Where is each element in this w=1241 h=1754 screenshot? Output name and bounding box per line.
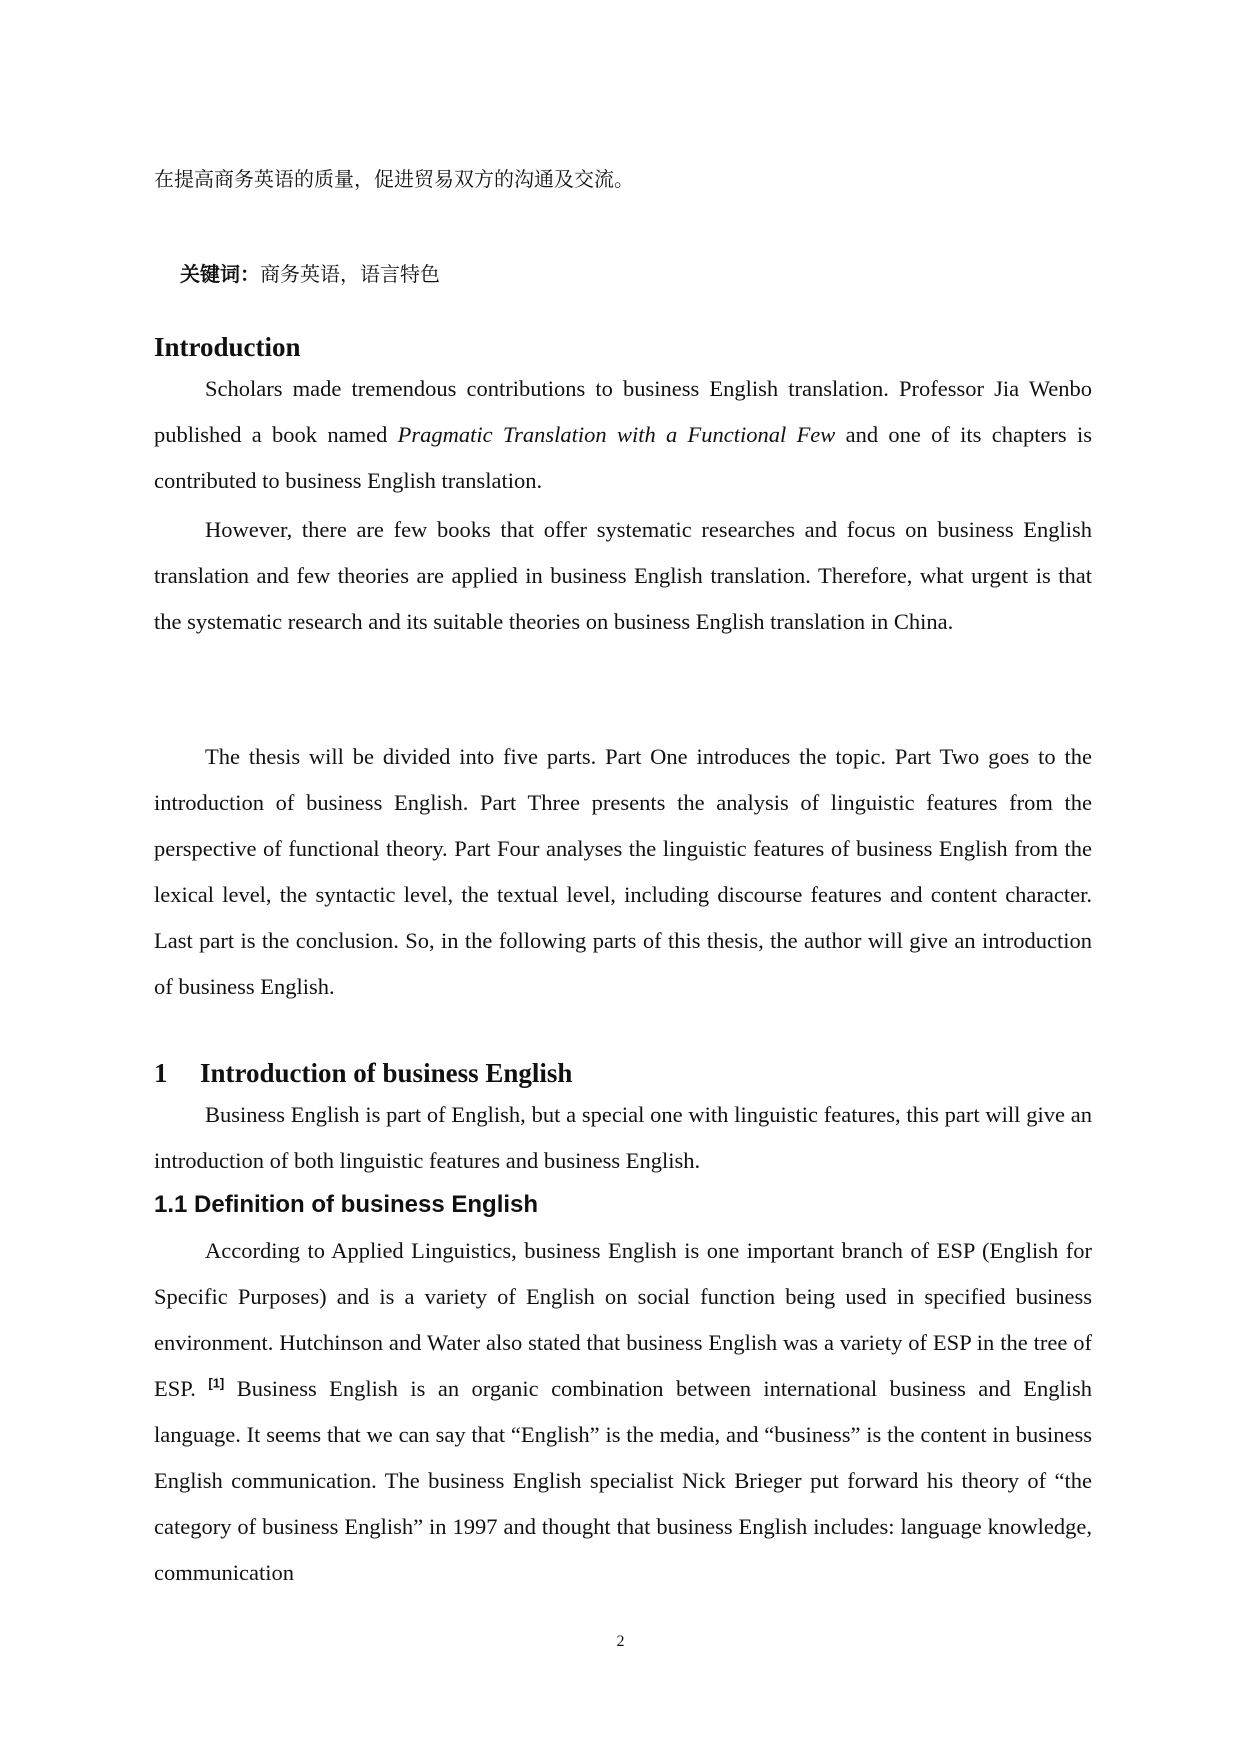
section-1-paragraph: Business English is part of English, but a special one with linguistic features, this part will give an introduction of both linguistic features and business English.	[154, 1102, 1092, 1173]
book-title: Pragmatic Translation with a Functional Few	[397, 422, 836, 447]
page-number: 2	[616, 1633, 625, 1650]
introduction-paragraph-1	[154, 366, 1092, 504]
introduction-heading: Introduction	[154, 332, 301, 362]
section-1-1-text-after: Business English is an organic combination between international business and English language. It seems that we can say that “English” is the media, and “business” is the content in business English communication. The business English specialist Nick Brieger put forward his theory of “the category of business English” in 1997 and thought that business English includes: language knowledge, communication	[154, 1376, 1092, 1585]
introduction-paragraph-3: The thesis will be divided into five parts. Part One introduces the topic. Part Two goes to the introduction of business English. Part Three presents the analysis of linguistic features from the perspective of functional theory. Part Four analyses the linguistic features of business English from the lexical level, the syntactic level, the textual level, including discourse features and content character. Last part is the conclusion. So, in the following parts of this thesis, the author will give an introduction of business English.	[154, 744, 1092, 999]
section-1-1-heading: 1.1 Definition of business English	[154, 1191, 539, 1218]
keywords-value: 商务英语，语言特色	[260, 262, 440, 286]
intro-p1-after: and one of its chapters is contributed to business English translation.	[154, 422, 1092, 493]
section-1-title: Introduction of business English	[200, 1058, 573, 1088]
keywords-label: 关键词：	[180, 262, 260, 286]
section-1-1-paragraph	[154, 1228, 1092, 1596]
section-1-heading	[154, 1053, 572, 1093]
footnote-reference[interactable]: [1]	[208, 1375, 225, 1391]
section-1-1-text-before: According to Applied Linguistics, business English is one important branch of ESP (English for Specific Purposes) and is a variety of English on social function being used in specified business environment. Hutchinson and Water also stated that business English was a variety of ESP in the tree of ESP.	[154, 1238, 1092, 1401]
intro-p1-before: Scholars made tremendous contributions to business English translation. Professor Jia Wenbo published a book named	[154, 376, 1092, 447]
keywords-line	[180, 254, 440, 294]
section-1-number: 1	[154, 1058, 168, 1088]
introduction-paragraph-2: However, there are few books that offer systematic researches and focus on business English translation and few theories are applied in business English translation. Therefore, what urgent is that the systematic research and its suitable theories on business English translation in China.	[154, 517, 1092, 634]
abstract-tail: 在提高商务英语的质量，促进贸易双方的沟通及交流。	[154, 167, 634, 191]
